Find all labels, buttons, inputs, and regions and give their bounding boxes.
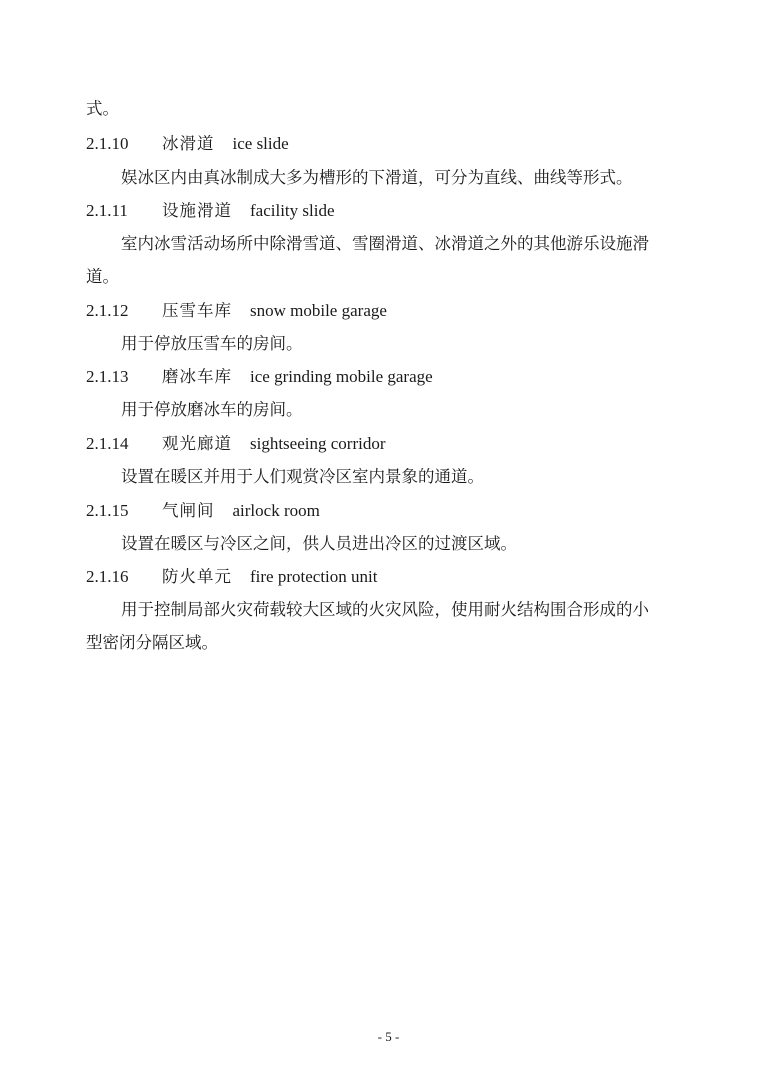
term-heading-2-1-10 <box>86 133 289 155</box>
term-definition: 用于控制局部火灾荷载较大区域的火灾风险，使用耐火结构围合形成的小 <box>121 600 649 619</box>
term-definition: 设置在暖区与冷区之间，供人员进出冷区的过渡区域。 <box>121 534 517 553</box>
term-english: ice slide <box>232 134 289 153</box>
clause-number: 2.1.11 <box>86 201 128 220</box>
term-chinese: 磨冰车库 <box>162 367 232 386</box>
term-chinese: 气闸间 <box>162 501 215 520</box>
term-chinese: 设施滑道 <box>162 201 232 220</box>
term-definition-continuation: 道。 <box>86 267 119 286</box>
term-english: airlock room <box>232 501 320 520</box>
term-definition: 用于停放压雪车的房间。 <box>121 334 303 353</box>
term-english: facility slide <box>250 201 335 220</box>
clause-number: 2.1.16 <box>86 567 129 586</box>
clause-number: 2.1.13 <box>86 367 129 386</box>
clause-number: 2.1.10 <box>86 134 129 153</box>
clause-number: 2.1.15 <box>86 501 129 520</box>
term-english: fire protection unit <box>250 567 378 586</box>
clause-number: 2.1.14 <box>86 434 129 453</box>
term-heading-2-1-15 <box>86 500 320 522</box>
continuation-text: 式。 <box>86 99 119 118</box>
term-heading-2-1-11 <box>86 200 335 222</box>
term-chinese: 压雪车库 <box>162 301 232 320</box>
term-definition-continuation: 型密闭分隔区域。 <box>86 633 218 652</box>
term-definition: 室内冰雪活动场所中除滑雪道、雪圈滑道、冰滑道之外的其他游乐设施滑 <box>121 234 649 253</box>
page-number: - 5 - <box>377 1029 400 1044</box>
term-english: snow mobile garage <box>250 301 387 320</box>
term-heading-2-1-13 <box>86 366 433 388</box>
term-heading-2-1-12 <box>86 300 387 322</box>
term-chinese: 防火单元 <box>162 567 232 586</box>
term-heading-2-1-14 <box>86 433 386 455</box>
term-definition: 设置在暖区并用于人们观赏冷区室内景象的通道。 <box>121 467 484 486</box>
term-heading-2-1-16 <box>86 566 377 588</box>
term-definition: 娱冰区内由真冰制成大多为槽形的下滑道，可分为直线、曲线等形式。 <box>121 168 633 187</box>
term-definition: 用于停放磨冰车的房间。 <box>121 400 303 419</box>
term-english: sightseeing corridor <box>250 434 386 453</box>
term-chinese: 观光廊道 <box>162 434 232 453</box>
term-chinese: 冰滑道 <box>162 134 215 153</box>
term-english: ice grinding mobile garage <box>250 367 433 386</box>
clause-number: 2.1.12 <box>86 301 129 320</box>
